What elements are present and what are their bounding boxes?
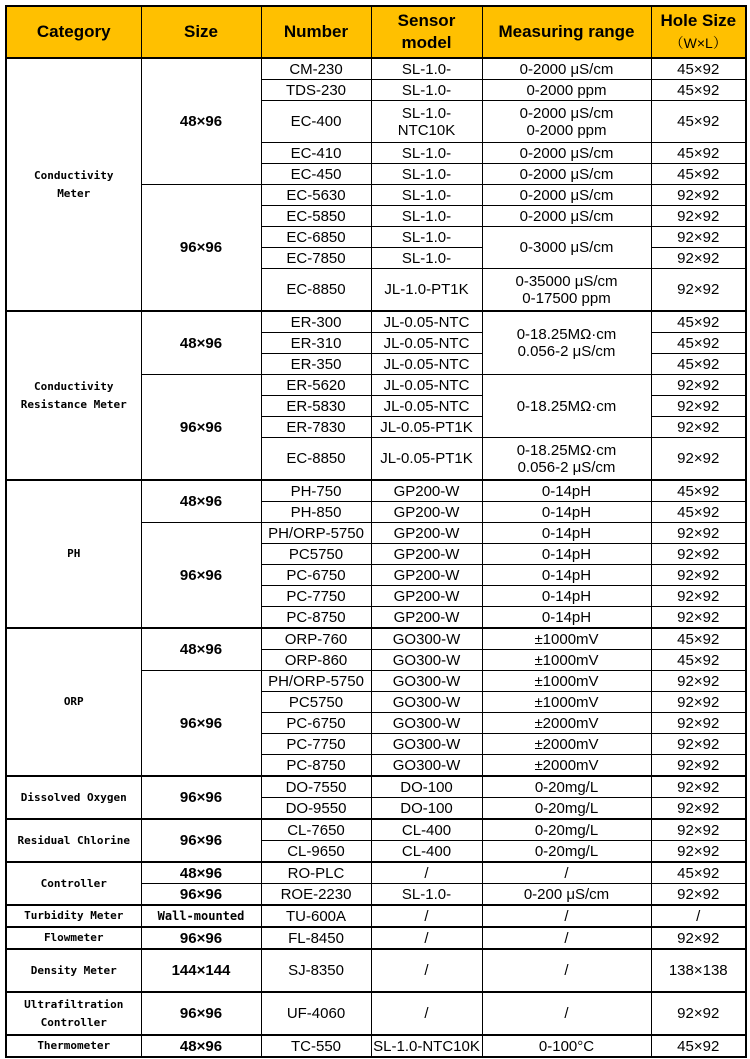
hole-size-cell: 45×92 (651, 480, 746, 502)
measuring-range-cell: 0-14pH (482, 480, 651, 502)
number-cell: EC-6850 (261, 227, 371, 248)
number-cell: ER-300 (261, 311, 371, 333)
number-cell: ER-5620 (261, 375, 371, 396)
sensor-model-cell: CL-400 (371, 819, 482, 841)
hole-size-cell: 92×92 (651, 227, 746, 248)
table-row (6, 862, 746, 884)
number-cell: PH-850 (261, 502, 371, 523)
size-cell: 144×144 (141, 949, 261, 992)
size-cell: 96×96 (141, 927, 261, 949)
category-cell: Turbidity Meter (6, 905, 141, 927)
hole-size-cell: 92×92 (651, 544, 746, 565)
hole-size-cell: / (651, 905, 746, 927)
hole-size-cell: 45×92 (651, 502, 746, 523)
number-cell: EC-8850 (261, 269, 371, 312)
table-row (6, 927, 746, 949)
number-cell: ORP-860 (261, 650, 371, 671)
number-cell: ER-5830 (261, 396, 371, 417)
hole-size-cell: 92×92 (651, 269, 746, 312)
number-cell: UF-4060 (261, 992, 371, 1035)
hole-size-cell: 45×92 (651, 1035, 746, 1057)
number-cell: EC-7850 (261, 248, 371, 269)
sensor-model-cell: JL-0.05-NTC (371, 311, 482, 333)
sensor-model-cell: DO-100 (371, 776, 482, 798)
measuring-range-cell: 0-2000 μS/cm (482, 58, 651, 80)
sensor-model-cell: / (371, 949, 482, 992)
hole-size-cell: 45×92 (651, 101, 746, 143)
table-row (6, 311, 746, 333)
hole-size-cell: 92×92 (651, 671, 746, 692)
table-row (6, 905, 746, 927)
measuring-range-cell: 0-2000 ppm (482, 80, 651, 101)
size-cell: 48×96 (141, 58, 261, 185)
measuring-range-cell: 0-14pH (482, 586, 651, 607)
number-cell: ORP-760 (261, 628, 371, 650)
hole-size-cell: 92×92 (651, 375, 746, 396)
size-cell: 48×96 (141, 862, 261, 884)
measuring-range-cell: 0-20mg/L (482, 798, 651, 820)
sensor-model-cell: SL-1.0- (371, 58, 482, 80)
sensor-model-cell: GP200-W (371, 544, 482, 565)
header-category: Category (6, 6, 141, 58)
number-cell: ER-350 (261, 354, 371, 375)
measuring-range-cell: ±1000mV (482, 628, 651, 650)
hole-size-cell: 45×92 (651, 650, 746, 671)
measuring-range-cell: / (482, 927, 651, 949)
measuring-range-cell: 0-14pH (482, 607, 651, 629)
sensor-model-cell: / (371, 927, 482, 949)
category-cell: PH (6, 480, 141, 628)
number-cell: DO-9550 (261, 798, 371, 820)
hole-size-cell: 92×92 (651, 713, 746, 734)
sensor-model-cell: GO300-W (371, 713, 482, 734)
sensor-model-cell: SL-1.0- (371, 80, 482, 101)
hole-size-cell: 92×92 (651, 755, 746, 777)
hole-size-cell: 45×92 (651, 333, 746, 354)
sensor-model-cell: JL-1.0-PT1K (371, 269, 482, 312)
measuring-range-cell: 0-18.25MΩ·cm (482, 375, 651, 438)
table-row (6, 776, 746, 798)
measuring-range-cell: 0-3000 μS/cm (482, 227, 651, 269)
hole-size-cell: 45×92 (651, 143, 746, 164)
product-spec-table (5, 5, 747, 1058)
number-cell: ER-7830 (261, 417, 371, 438)
sensor-model-cell: SL-1.0- (371, 185, 482, 206)
table-row (6, 58, 746, 80)
number-cell: CL-9650 (261, 841, 371, 863)
sensor-model-cell: DO-100 (371, 798, 482, 820)
number-cell: PC-8750 (261, 607, 371, 629)
sensor-model-cell: SL-1.0- (371, 884, 482, 906)
number-cell: EC-8850 (261, 438, 371, 481)
sensor-model-cell: SL-1.0- (371, 227, 482, 248)
hole-size-cell: 92×92 (651, 396, 746, 417)
measuring-range-cell: 0-2000 μS/cm 0-2000 ppm (482, 101, 651, 143)
hole-size-cell: 92×92 (651, 248, 746, 269)
sensor-model-cell: JL-0.05-NTC (371, 333, 482, 354)
measuring-range-cell: ±2000mV (482, 734, 651, 755)
sensor-model-cell: GP200-W (371, 586, 482, 607)
sensor-model-cell: GO300-W (371, 755, 482, 777)
number-cell: PC5750 (261, 692, 371, 713)
category-cell: Dissolved Oxygen (6, 776, 141, 819)
number-cell: EC-400 (261, 101, 371, 143)
measuring-range-cell: 0-18.25MΩ·cm 0.056-2 μS/cm (482, 438, 651, 481)
sensor-model-cell: GO300-W (371, 692, 482, 713)
sensor-model-cell: JL-0.05-NTC (371, 354, 482, 375)
hole-size-cell: 92×92 (651, 798, 746, 820)
measuring-range-cell: / (482, 949, 651, 992)
hole-size-label: Hole Size (660, 11, 737, 30)
number-cell: CM-230 (261, 58, 371, 80)
header-hole-size (651, 6, 746, 58)
sensor-model-cell: SL-1.0- (371, 143, 482, 164)
header-number: Number (261, 6, 371, 58)
table-row (6, 949, 746, 992)
sensor-model-cell: GO300-W (371, 650, 482, 671)
table-row (6, 819, 746, 841)
number-cell: EC-450 (261, 164, 371, 185)
number-cell: FL-8450 (261, 927, 371, 949)
measuring-range-cell: 0-20mg/L (482, 819, 651, 841)
hole-size-cell: 45×92 (651, 862, 746, 884)
sensor-model-cell: JL-0.05-NTC (371, 375, 482, 396)
size-cell: 96×96 (141, 185, 261, 312)
sensor-model-cell: GP200-W (371, 480, 482, 502)
size-cell: 48×96 (141, 1035, 261, 1057)
sensor-model-cell: GO300-W (371, 628, 482, 650)
hole-size-cell: 45×92 (651, 164, 746, 185)
size-cell: Wall-mounted (141, 905, 261, 927)
sensor-model-cell: / (371, 905, 482, 927)
size-cell: 96×96 (141, 523, 261, 629)
number-cell: RO-PLC (261, 862, 371, 884)
category-cell: Flowmeter (6, 927, 141, 949)
table-row (6, 628, 746, 650)
sensor-model-cell: GO300-W (371, 671, 482, 692)
hole-size-cell: 92×92 (651, 607, 746, 629)
hole-size-unit: （W×L） (669, 35, 727, 51)
measuring-range-cell: ±2000mV (482, 713, 651, 734)
measuring-range-cell: ±2000mV (482, 755, 651, 777)
number-cell: PH/ORP-5750 (261, 671, 371, 692)
number-cell: DO-7550 (261, 776, 371, 798)
sensor-model-cell: CL-400 (371, 841, 482, 863)
hole-size-cell: 92×92 (651, 992, 746, 1035)
measuring-range-cell: 0-20mg/L (482, 776, 651, 798)
sensor-model-cell: GO300-W (371, 734, 482, 755)
number-cell: TDS-230 (261, 80, 371, 101)
hole-size-cell: 92×92 (651, 586, 746, 607)
sensor-model-cell: JL-0.05-PT1K (371, 417, 482, 438)
sensor-model-cell: GP200-W (371, 565, 482, 586)
size-cell: 48×96 (141, 480, 261, 523)
hole-size-cell: 45×92 (651, 354, 746, 375)
sensor-model-cell: JL-0.05-PT1K (371, 438, 482, 481)
number-cell: EC-410 (261, 143, 371, 164)
measuring-range-cell: 0-20mg/L (482, 841, 651, 863)
number-cell: PC-8750 (261, 755, 371, 777)
measuring-range-cell: 0-14pH (482, 544, 651, 565)
size-cell: 96×96 (141, 992, 261, 1035)
size-cell: 96×96 (141, 776, 261, 819)
category-cell: ORP (6, 628, 141, 776)
size-cell: 96×96 (141, 375, 261, 481)
sensor-model-cell: JL-0.05-NTC (371, 396, 482, 417)
size-cell: 48×96 (141, 311, 261, 375)
category-cell: Conductivity Resistance Meter (6, 311, 141, 480)
hole-size-cell: 92×92 (651, 523, 746, 544)
measuring-range-cell: / (482, 905, 651, 927)
number-cell: EC-5850 (261, 206, 371, 227)
category-cell: Ultrafiltration Controller (6, 992, 141, 1035)
measuring-range-cell: 0-2000 μS/cm (482, 206, 651, 227)
sensor-model-cell: / (371, 992, 482, 1035)
hole-size-cell: 45×92 (651, 311, 746, 333)
number-cell: PC-7750 (261, 586, 371, 607)
measuring-range-cell: 0-2000 μS/cm (482, 164, 651, 185)
measuring-range-cell: 0-200 μS/cm (482, 884, 651, 906)
size-cell: 96×96 (141, 819, 261, 862)
measuring-range-cell: 0-18.25MΩ·cm 0.056-2 μS/cm (482, 311, 651, 375)
table-row (6, 992, 746, 1035)
hole-size-cell: 45×92 (651, 80, 746, 101)
measuring-range-cell: ±1000mV (482, 692, 651, 713)
number-cell: PH-750 (261, 480, 371, 502)
measuring-range-cell: 0-14pH (482, 502, 651, 523)
hole-size-cell: 92×92 (651, 776, 746, 798)
hole-size-cell: 92×92 (651, 841, 746, 863)
measuring-range-cell: ±1000mV (482, 671, 651, 692)
number-cell: PH/ORP-5750 (261, 523, 371, 544)
number-cell: ER-310 (261, 333, 371, 354)
size-cell: 96×96 (141, 884, 261, 906)
number-cell: SJ-8350 (261, 949, 371, 992)
category-cell: Thermometer (6, 1035, 141, 1057)
table-body (6, 58, 746, 1057)
hole-size-cell: 92×92 (651, 927, 746, 949)
header-measuring-range: Measuring range (482, 6, 651, 58)
measuring-range-cell: 0-35000 μS/cm 0-17500 ppm (482, 269, 651, 312)
size-cell: 48×96 (141, 628, 261, 671)
hole-size-cell: 92×92 (651, 692, 746, 713)
header-row (6, 6, 746, 58)
hole-size-cell: 92×92 (651, 565, 746, 586)
size-cell: 96×96 (141, 671, 261, 777)
hole-size-cell: 92×92 (651, 884, 746, 906)
sensor-model-cell: SL-1.0- (371, 206, 482, 227)
hole-size-cell: 45×92 (651, 628, 746, 650)
measuring-range-cell: 0-2000 μS/cm (482, 143, 651, 164)
hole-size-cell: 92×92 (651, 206, 746, 227)
number-cell: EC-5630 (261, 185, 371, 206)
sensor-model-cell: GP200-W (371, 607, 482, 629)
hole-size-cell: 92×92 (651, 734, 746, 755)
measuring-range-cell: / (482, 992, 651, 1035)
table-row (6, 1035, 746, 1057)
hole-size-cell: 92×92 (651, 417, 746, 438)
hole-size-cell: 92×92 (651, 185, 746, 206)
number-cell: TC-550 (261, 1035, 371, 1057)
number-cell: CL-7650 (261, 819, 371, 841)
sensor-model-cell: SL-1.0- NTC10K (371, 101, 482, 143)
sensor-model-cell: SL-1.0- (371, 248, 482, 269)
hole-size-cell: 138×138 (651, 949, 746, 992)
measuring-range-cell: / (482, 862, 651, 884)
measuring-range-cell: 0-14pH (482, 565, 651, 586)
category-cell: Controller (6, 862, 141, 905)
sensor-model-cell: / (371, 862, 482, 884)
hole-size-cell: 92×92 (651, 438, 746, 481)
number-cell: PC-6750 (261, 565, 371, 586)
category-cell: Residual Chlorine (6, 819, 141, 862)
header-size: Size (141, 6, 261, 58)
sensor-model-cell: SL-1.0-NTC10K (371, 1035, 482, 1057)
number-cell: ROE-2230 (261, 884, 371, 906)
sensor-model-cell: GP200-W (371, 502, 482, 523)
number-cell: PC5750 (261, 544, 371, 565)
measuring-range-cell: 0-14pH (482, 523, 651, 544)
number-cell: PC-6750 (261, 713, 371, 734)
hole-size-cell: 45×92 (651, 58, 746, 80)
table-row (6, 480, 746, 502)
number-cell: TU-600A (261, 905, 371, 927)
measuring-range-cell: ±1000mV (482, 650, 651, 671)
sensor-model-cell: SL-1.0- (371, 164, 482, 185)
category-cell: Density Meter (6, 949, 141, 992)
hole-size-cell: 92×92 (651, 819, 746, 841)
category-cell: Conductivity Meter (6, 58, 141, 311)
measuring-range-cell: 0-100°C (482, 1035, 651, 1057)
measuring-range-cell: 0-2000 μS/cm (482, 185, 651, 206)
header-sensor-model: Sensor model (371, 6, 482, 58)
sensor-model-cell: GP200-W (371, 523, 482, 544)
number-cell: PC-7750 (261, 734, 371, 755)
